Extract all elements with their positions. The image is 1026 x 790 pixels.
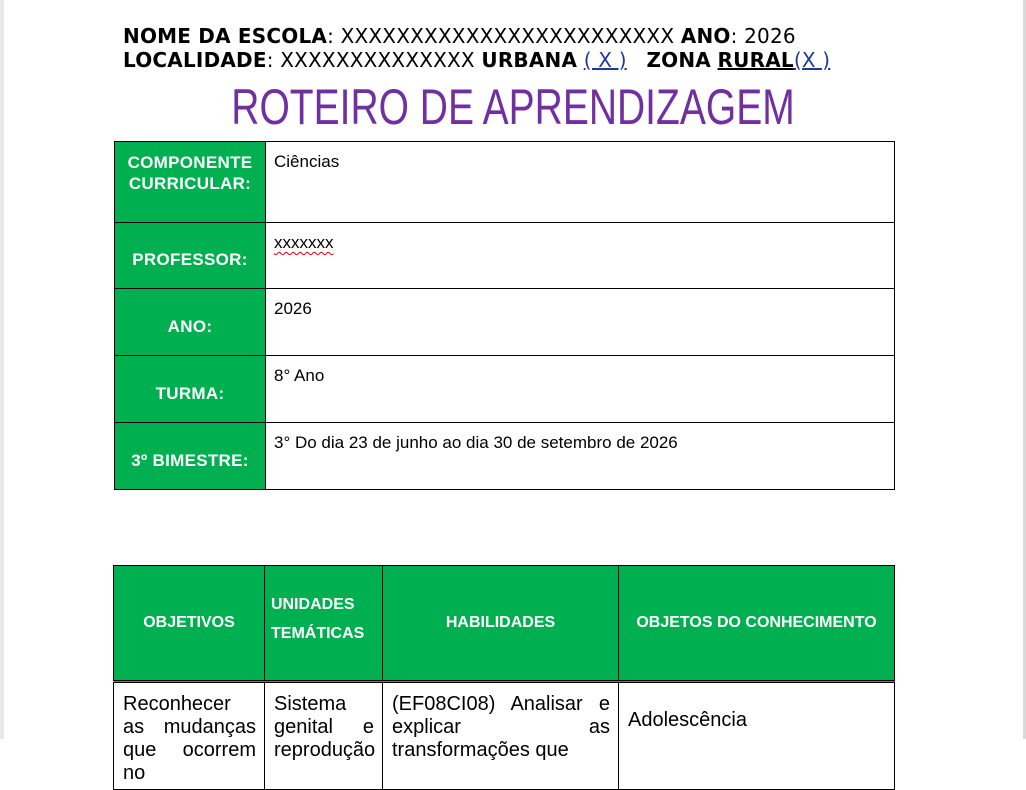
skills-cell[interactable]: (EF08CI08) Analisar e explicar as transformações que	[383, 682, 619, 790]
info-row-class	[115, 356, 895, 423]
header-line-location	[123, 48, 830, 72]
component-label: COMPONENTE CURRICULAR:	[115, 142, 266, 223]
header-knowledge-objects: OBJETOS DO CONHECIMENTO	[619, 566, 895, 682]
school-name-value: : XXXXXXXXXXXXXXXXXXXXXXXX	[327, 24, 681, 48]
thematic-units-cell[interactable]: Sistema genital e reprodução	[265, 682, 383, 790]
header-objectives: OBJETIVOS	[114, 566, 265, 682]
table-row	[114, 682, 895, 790]
info-row-teacher	[115, 223, 895, 289]
header-skills: HABILIDADES	[383, 566, 619, 682]
objectives-cell[interactable]: Reconhecer as mudanças que ocorrem no	[114, 682, 265, 790]
knowledge-objects-cell[interactable]: Adolescência	[619, 682, 895, 790]
info-row-year	[115, 289, 895, 356]
page-edge-left	[0, 0, 4, 739]
rural-checkbox[interactable]: (X )	[793, 48, 831, 72]
zone-label: ZONA	[646, 48, 711, 72]
rural-label: RURAL	[717, 48, 794, 72]
class-label: TURMA:	[115, 356, 266, 423]
info-table	[114, 141, 895, 490]
header-line-school	[123, 24, 796, 48]
year-value: : 2026	[730, 24, 796, 48]
location-label: LOCALIDADE	[123, 48, 267, 72]
location-value: : XXXXXXXXXXXXXX	[266, 48, 482, 72]
component-value[interactable]: Ciências	[266, 142, 895, 223]
teacher-value-cell[interactable]	[266, 223, 895, 289]
teacher-value: xxxxxxx	[274, 233, 334, 252]
year-row-label: ANO:	[115, 289, 266, 356]
school-name-label: NOME DA ESCOLA	[123, 24, 328, 48]
teacher-label: PROFESSOR:	[115, 223, 266, 289]
header-thematic-units: UNIDADES TEMÁTICAS	[265, 566, 383, 682]
learning-table	[113, 565, 895, 790]
bimester-label: 3º BIMESTRE:	[115, 423, 266, 490]
document-title: ROTEIRO DE APRENDIZAGEM	[231, 79, 795, 135]
year-row-value[interactable]: 2026	[266, 289, 895, 356]
class-value[interactable]: 8° Ano	[266, 356, 895, 423]
bimester-value[interactable]: 3° Do dia 23 de junho ao dia 30 de setembro de 2026	[266, 423, 895, 490]
year-label: ANO	[680, 24, 731, 48]
info-row-component	[115, 142, 895, 223]
info-row-bimester	[115, 423, 895, 490]
urban-label: URBANA	[481, 48, 578, 72]
urban-checkbox[interactable]: ( X )	[583, 48, 627, 72]
learning-table-header	[114, 566, 895, 682]
